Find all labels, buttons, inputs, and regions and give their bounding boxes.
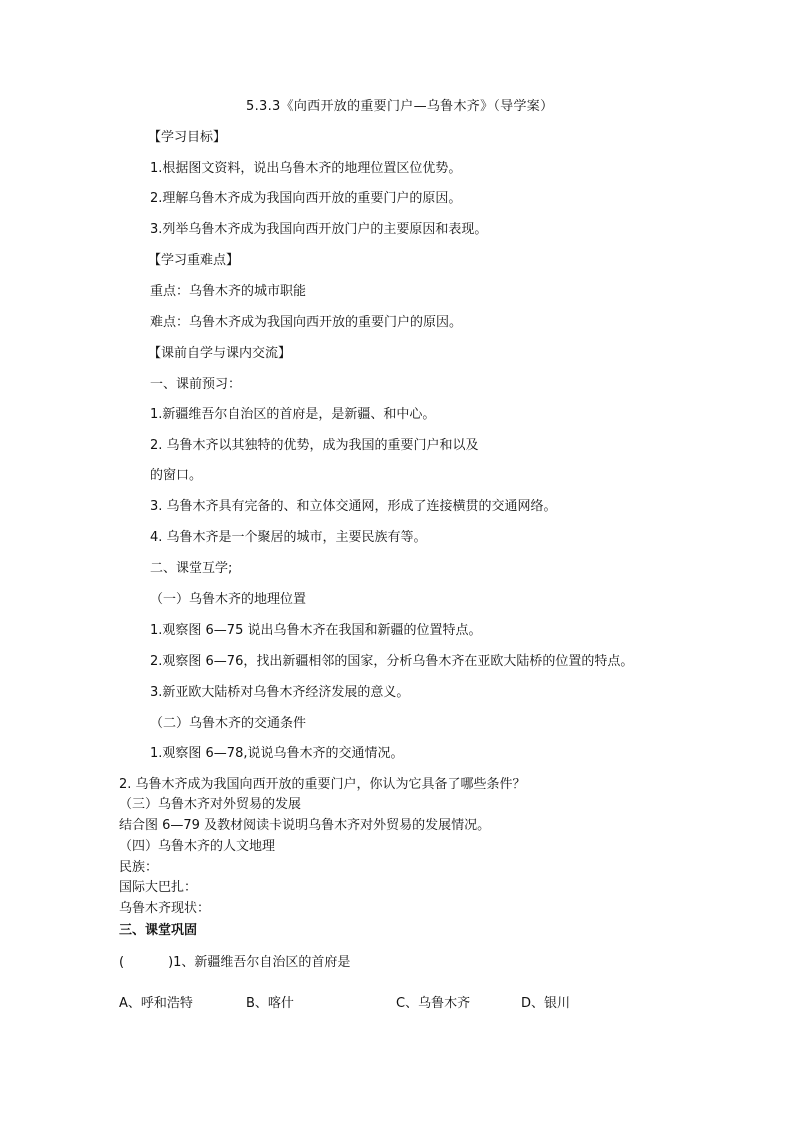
subsection-heading: （四）乌鲁木齐的人文地理: [119, 839, 276, 854]
goals-heading: 【学习目标】: [148, 130, 227, 145]
difficult-point: 难点：乌鲁木齐成为我国向西开放的重要门户的原因。: [150, 315, 463, 330]
self-study-heading: 【课前自学与课内交流】: [148, 346, 292, 361]
question-item: 2. 乌鲁木齐成为我国向西开放的重要门户，你认为它具备了哪些条件？: [119, 777, 526, 792]
preview-heading: 一、课前预习：: [150, 377, 242, 392]
subsection-heading: （二）乌鲁木齐的交通条件: [150, 716, 307, 731]
preview-item: 3. 乌鲁木齐具有完备的、和立体交通网，形成了连接横贯的交通网络。: [150, 499, 557, 514]
quiz-option-b: B、喀什: [246, 996, 294, 1011]
question-item: 1.观察图 6—75 说出乌鲁木齐在我国和新疆的位置特点。: [150, 623, 482, 638]
question-item: 1.观察图 6—78,说说乌鲁木齐的交通情况。: [150, 746, 404, 761]
quiz-question: [119, 954, 350, 972]
quiz-option-d: D、银川: [521, 996, 571, 1011]
preview-item: 4. 乌鲁木齐是一个聚居的城市，主要民族有等。: [150, 530, 427, 545]
quiz-option-c: C、乌鲁木齐: [396, 996, 471, 1011]
key-points-heading: 【学习重难点】: [148, 253, 240, 268]
field-label: 国际大巴扎：: [119, 880, 198, 895]
question-item: 2.观察图 6—76，找出新疆相邻的国家，分析乌鲁木齐在亚欧大陆桥的位置的特点。: [150, 654, 634, 669]
goal-item: 3.列举乌鲁木齐成为我国向西开放门户的主要原因和表现。: [150, 222, 488, 237]
quiz-option-a: A、呼和浩特: [119, 996, 193, 1011]
field-label: 乌鲁木齐现状：: [119, 901, 211, 916]
preview-item: 2. 乌鲁木齐以其独特的优势，成为我国的重要门户和以及: [150, 438, 479, 453]
preview-item: 1.新疆维吾尔自治区的首府是，是新疆、和中心。: [150, 407, 436, 422]
question-item: 3.新亚欧大陆桥对乌鲁木齐经济发展的意义。: [150, 685, 410, 700]
quiz-question-text: )1、新疆维吾尔自治区的首府是: [168, 955, 351, 970]
consolidation-heading-text: 课堂巩固: [145, 923, 198, 938]
document-title: 5.3.3《向西开放的重要门户—乌鲁木齐》（导学案）: [246, 99, 554, 114]
class-study-heading: 二、课堂互学;: [150, 561, 233, 576]
preview-item-continued: 的窗口。: [150, 468, 203, 483]
field-label: 民族：: [119, 860, 159, 875]
key-point: 重点：乌鲁木齐的城市职能: [150, 284, 307, 299]
consolidation-heading-number: 三、: [119, 923, 146, 938]
question-item: 结合图 6—79 及教材阅读卡说明乌鲁木齐对外贸易的发展情况。: [119, 818, 491, 833]
subsection-heading: （一）乌鲁木齐的地理位置: [150, 592, 307, 607]
consolidation-heading: [119, 922, 197, 940]
subsection-heading: （三）乌鲁木齐对外贸易的发展: [119, 797, 302, 812]
goal-item: 1.根据图文资料，说出乌鲁木齐的地理位置区位优势。: [150, 161, 462, 176]
goal-item: 2.理解乌鲁木齐成为我国向西开放的重要门户的原因。: [150, 191, 462, 206]
answer-paren-open: (: [119, 955, 125, 970]
